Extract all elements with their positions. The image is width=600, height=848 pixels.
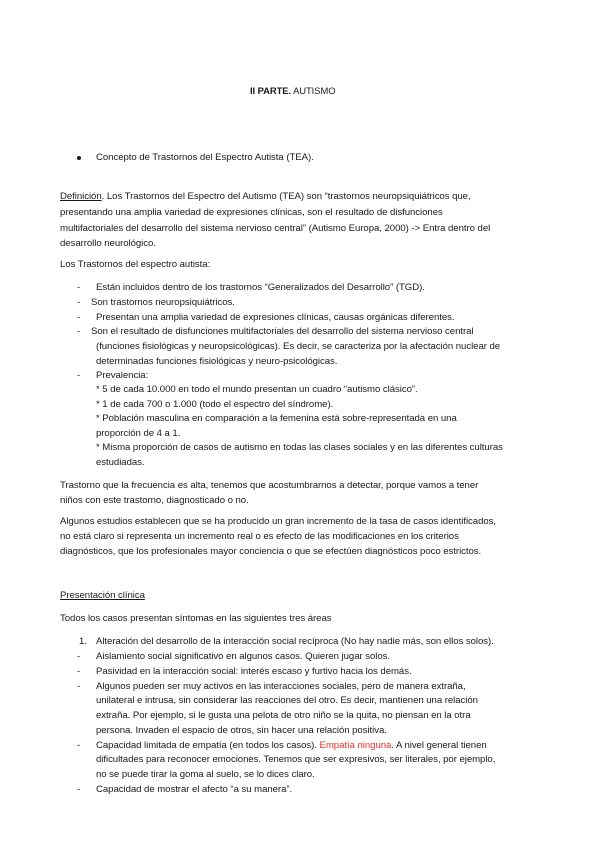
clinical-item-4-line-1: Capacidad limitada de empatía (en todos los casos). Empatía ninguna. A nivel general tienen (96, 740, 487, 751)
tea-item-4-line-3: determinadas funciones fisiológicas y neuro-psicológicas. (96, 356, 338, 367)
definition-line-4: desarrollo neurológico. (60, 238, 156, 249)
concept-bullet: Concepto de Trastornos del Espectro Autista (TEA). (96, 152, 314, 163)
numbered-item-text: Alteración del desarrollo de la interacción social recíproca (No hay nadie más, son ellos solos). (96, 636, 494, 647)
clinical-item-3-line-3: extraña. Por ejemplo, si le gusta una pelota de otro niño se la quita, no piensan en la otra (96, 710, 471, 721)
clinical-item-4-line-2: dificultades para reconocer emociones. Tenemos que ser expresivos, ser literales, por ejemplo, (96, 754, 496, 765)
tea-item-2: Son trastornos neuropsiquiátricos. (91, 297, 235, 308)
item-number: 1. (79, 636, 88, 647)
prevalence-line-2: * 1 de cada 700 o 1.000 (todo el espectro del síndrome). (96, 399, 334, 410)
clinical-item-3-line-1: Algunos pueden ser muy activos en las interacciones sociales, pero de manera extraña, (96, 681, 466, 692)
dash-marker: - (77, 784, 81, 795)
dash-marker: - (77, 326, 81, 337)
clinical-intro: Todos los casos presentan síntomas en las siguientes tres áreas (60, 613, 332, 624)
dash-marker: - (77, 370, 81, 381)
definition-line-3: multifactoriales del desarrollo del sistema nervioso central” (Autismo Europa, 2000) -> Entra dentro del (60, 223, 491, 234)
tea-item-3: Presentan una amplia variedad de expresiones clínicas, causas orgánicas diferentes. (96, 312, 455, 323)
paragraph-1-line-1: Trastorno que la frecuencia es alta, tenemos que acostumbrarnos a detectar, porque vamos a tener (60, 480, 479, 491)
clinical-item-3-line-4: persona. Invaden el espacio de otros, sin hacer una relación positiva. (96, 725, 387, 736)
clinical-item-1: Aislamiento social significativo en algunos casos. Quieren jugar solos. (96, 651, 391, 662)
prevalence-line-4: proporción de 4 a 1. (96, 428, 181, 439)
tea-intro: Los Trastornos del espectro autista: (60, 259, 211, 270)
prevalence-label: Prevalencia: (96, 370, 149, 381)
dash-marker: - (77, 740, 81, 751)
definition-label: Definición (60, 191, 102, 202)
page-title: II PARTE. AUTISMO (250, 85, 336, 96)
paragraph-2-line-2: no está claro si representa un incremento real o es efecto de las modificaciones en los criterios (60, 531, 459, 542)
dash-marker: - (77, 681, 81, 692)
paragraph-2-line-1: Algunos estudios establecen que se ha producido un gran incremento de la tasa de casos identificados, (60, 516, 497, 527)
clinical-item-2: Pasividad en la interacción social: interés escaso y furtivo hacia los demás. (96, 666, 412, 677)
dash-marker: - (77, 651, 81, 662)
prevalence-line-1: * 5 de cada 10.000 en todo el mundo presentan un cuadro “autismo clásico”. (96, 384, 418, 395)
clinical-heading: Presentación clínica (60, 590, 145, 601)
clinical-item-3-line-2: unilateral e intrusa, sin considerar las reacciones del otro. Es decir, mantienen una relación (96, 695, 478, 706)
dash-marker: - (77, 282, 81, 293)
tea-item-1: Están incluidos dentro de los trastornos “Generalizados del Desarrollo” (TGD). (96, 282, 425, 293)
definition-line-1: Definición. Los Trastornos del Espectro del Autismo (TEA) son “trastornos neuropsiquiátricos que, (60, 191, 471, 202)
definition-line-2: presentando una amplia variedad de expresiones clínicas, son el resultado de disfunciones (60, 207, 443, 218)
dash-marker: - (77, 666, 81, 677)
prevalence-line-3: * Población masculina en comparación a la femenina está sobre-representada en una (96, 413, 457, 424)
prevalence-line-6: estudiadas. (96, 457, 145, 468)
tea-item-4-line-1: Son el resultado de disfunciones multifactoriales del desarrollo del sistema nervioso central (91, 326, 474, 337)
tea-item-4-line-2: (funciones fisiológicas y neuropsicológicas). Es decir, se caracteriza por la afectación nuclear de (96, 341, 501, 352)
highlight-empathy: Empatía ninguna (319, 740, 392, 751)
clinical-item-5: Capacidad de mostrar el afecto “a su manera”. (96, 784, 293, 795)
prevalence-line-5: * Misma proporción de casos de autismo en todas las clases sociales y en las diferentes culturas (96, 442, 503, 453)
dash-marker: - (77, 297, 81, 308)
clinical-item-4-line-3: no se puede tirar la goma al suelo, se lo dices claro. (96, 769, 315, 780)
paragraph-1-line-2: niños con este trastorno, diagnosticado o no. (60, 495, 249, 506)
bullet-dot-icon (77, 156, 81, 160)
dash-marker: - (77, 312, 81, 323)
paragraph-2-line-3: diagnósticos, que los profesionales mayor conciencia o que se efectúen diagnósticos poco estrictos. (60, 546, 482, 557)
